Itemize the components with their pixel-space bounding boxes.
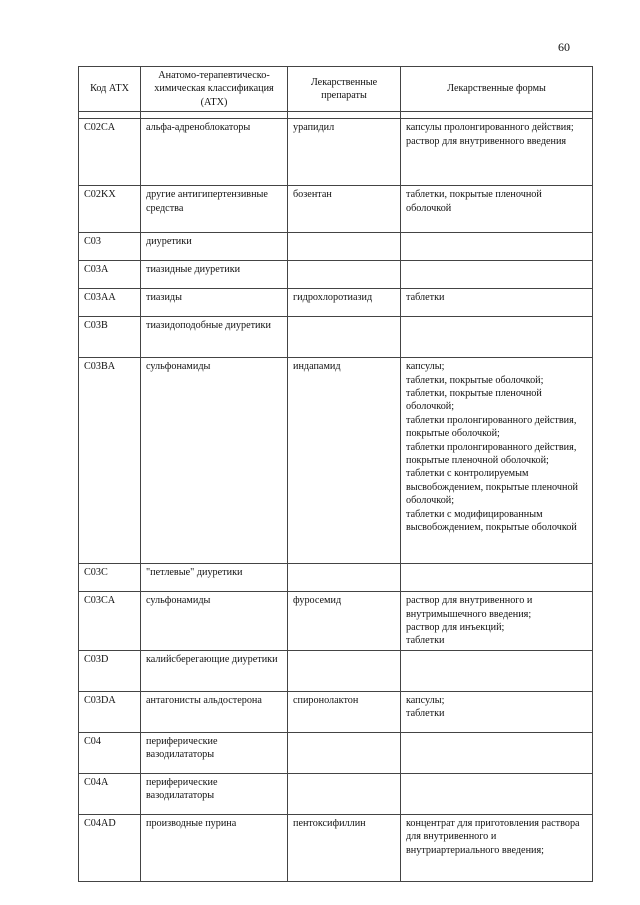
table-row [79,358,593,564]
header-medicinal-products: Лекарственные препараты [288,67,401,112]
drug-name-cell [288,650,401,691]
header-atc-code: Код АТХ [79,67,141,112]
atc-drug-table [78,66,593,882]
atc-code-cell: C03 [79,233,141,261]
classification-cell: другие антигипертензивные средства [141,186,288,233]
dosage-forms-cell: капсулы; таблетки, покрытые оболочкой; таблетки, покрытые пленочной оболочкой; таблетки пролонгированного действия, покрытые оболочкой; таблетки пролонгированного действия, покрытые пленочной оболочкой; таблетки с контролируемым высвобождением, покрытые пленочной оболочкой; таблетки с модифицированным высвобождением, покрытые оболочкой [401,358,593,564]
drug-name-cell: бозентан [288,186,401,233]
atc-code-cell: C03AA [79,289,141,317]
header-atc-classification: Анатомо-терапевтическо-химическая классификация (АТХ) [141,67,288,112]
page-number: 60 [558,40,570,54]
dosage-forms-cell [401,564,593,592]
table-row [79,814,593,881]
atc-code-cell: C03DA [79,691,141,732]
atc-code-cell: C02KX [79,186,141,233]
atc-code-cell: C03B [79,317,141,358]
atc-code-cell: C02CA [79,119,141,186]
dosage-forms-cell [401,317,593,358]
header-spacer-row [79,112,593,119]
dosage-forms-cell: капсулы пролонгированного действия; раствор для внутривенного введения [401,119,593,186]
atc-code-cell: C04A [79,773,141,814]
dosage-forms-cell [401,773,593,814]
dosage-forms-cell [401,650,593,691]
drug-name-cell [288,732,401,773]
table-row [79,564,593,592]
atc-code-cell: C03CA [79,592,141,651]
classification-cell: тиазидные диуретики [141,261,288,289]
classification-cell: сульфонамиды [141,358,288,564]
drug-name-cell: урапидил [288,119,401,186]
table-row [79,119,593,186]
atc-code-cell: C03A [79,261,141,289]
header-dosage-forms: Лекарственные формы [401,67,593,112]
drug-name-cell: фуросемид [288,592,401,651]
atc-code-cell: C04AD [79,814,141,881]
drug-name-cell [288,317,401,358]
dosage-forms-cell [401,233,593,261]
atc-code-cell: C04 [79,732,141,773]
table-body [79,112,593,882]
classification-cell: антагонисты альдостерона [141,691,288,732]
classification-cell: производные пурина [141,814,288,881]
classification-cell: периферические вазодилататоры [141,773,288,814]
table-row [79,691,593,732]
table-row [79,261,593,289]
classification-cell: периферические вазодилататоры [141,732,288,773]
dosage-forms-cell [401,732,593,773]
drug-name-cell: индапамид [288,358,401,564]
drug-name-cell [288,564,401,592]
table-row [79,186,593,233]
drug-name-cell: пентоксифиллин [288,814,401,881]
classification-cell: диуретики [141,233,288,261]
classification-cell: тиазидоподобные диуретики [141,317,288,358]
atc-code-cell: C03D [79,650,141,691]
drug-name-cell: гидрохлоротиазид [288,289,401,317]
dosage-forms-cell: концентрат для приготовления раствора для внутривенного и внутриартериального введения; [401,814,593,881]
dosage-forms-cell: капсулы; таблетки [401,691,593,732]
dosage-forms-cell: раствор для внутривенного и внутримышечного введения; раствор для инъекций; таблетки [401,592,593,651]
table-row [79,650,593,691]
atc-code-cell: C03C [79,564,141,592]
classification-cell: сульфонамиды [141,592,288,651]
table-row [79,233,593,261]
classification-cell: тиазиды [141,289,288,317]
classification-cell: калийсберегающие диуретики [141,650,288,691]
classification-cell: альфа-адреноблокаторы [141,119,288,186]
drug-name-cell [288,233,401,261]
dosage-forms-cell: таблетки, покрытые пленочной оболочкой [401,186,593,233]
drug-name-cell: спиронолактон [288,691,401,732]
dosage-forms-cell: таблетки [401,289,593,317]
table-row [79,773,593,814]
table-header [79,67,593,112]
drug-name-cell [288,773,401,814]
table-row [79,289,593,317]
classification-cell: "петлевые" диуретики [141,564,288,592]
dosage-forms-cell [401,261,593,289]
drug-name-cell [288,261,401,289]
atc-code-cell: C03BA [79,358,141,564]
table-row [79,732,593,773]
table-row [79,317,593,358]
table-row [79,592,593,651]
